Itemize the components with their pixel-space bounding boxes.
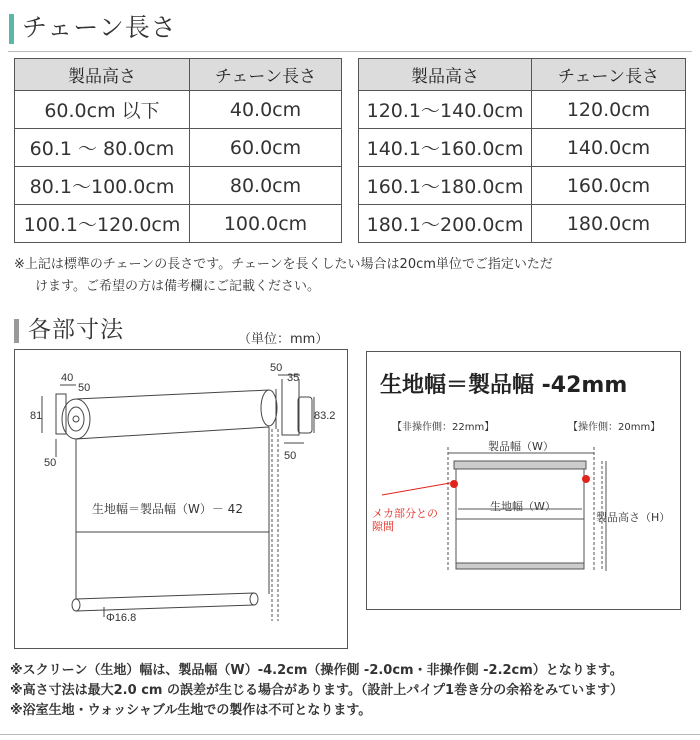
bottom-bar xyxy=(456,563,584,569)
gap-marker-left xyxy=(450,480,458,488)
screen-cloth xyxy=(456,469,584,565)
pipe-diameter: Φ16.8 xyxy=(106,612,137,624)
dim-81: 81 xyxy=(30,410,43,422)
table-row: 60.0cm 以下 40.0cm xyxy=(15,91,342,129)
unit-label: （単位：mm） xyxy=(238,332,329,347)
mechanism-gap-label: メカ部分との 隙間 xyxy=(372,507,438,533)
dimensions-heading: 各部寸法 xyxy=(28,317,124,343)
left-bracket-plate xyxy=(56,394,66,434)
product-height-label: 製品高さ（H） xyxy=(596,511,671,524)
table-row: 180.1～200.0cm 180.0cm xyxy=(359,205,686,243)
header-product-height: 製品高さ xyxy=(359,59,532,91)
table-row: 80.1～100.0cm 80.0cm xyxy=(15,167,342,205)
dim-50-bottom: 50 xyxy=(44,457,57,469)
dim-35: 35 xyxy=(287,372,300,384)
blind-front-diagram xyxy=(366,351,681,610)
product-width-label: 製品幅（W） xyxy=(488,440,554,453)
header-product-height: 製品高さ xyxy=(15,59,190,91)
note-height-tolerance: ※高さ寸法は最大2.0 cm の誤差が生じる場合があります。（設計上パイプ1巻き分の余裕をみています） xyxy=(10,683,624,698)
table-row: 60.1 ～ 80.0cm 60.0cm xyxy=(15,129,342,167)
roller-blind-diagram xyxy=(14,349,348,649)
right-bracket xyxy=(298,397,312,433)
bottom-notes xyxy=(10,661,698,721)
header-chain-length: チェーン長さ xyxy=(190,59,342,91)
chain xyxy=(272,429,278,621)
heading-divider xyxy=(8,51,692,52)
dim-83-2: 83.2 xyxy=(314,410,336,422)
chain-note-line-1: ※上記は標準のチェーンの長さです。チェーンを長くしたい場合は20cm単位でご指定いただ xyxy=(14,257,553,272)
table-row: 140.1～160.0cm 140.0cm xyxy=(359,129,686,167)
cloth-width-title: 生地幅＝製品幅 -42mm xyxy=(380,373,628,398)
section-accent-bar xyxy=(9,14,14,44)
chain-length-table-2 xyxy=(358,58,686,243)
chain-length-heading: チェーン長さ xyxy=(22,13,177,42)
table-row: 160.1～180.0cm 160.0cm xyxy=(359,167,686,205)
bottom-divider xyxy=(0,734,700,735)
chain-length-table-1 xyxy=(14,58,342,243)
operation-side-label: 【操作側：20mm】 xyxy=(568,422,661,433)
dim-50-top: 50 xyxy=(78,382,91,394)
dim-50-right: 50 xyxy=(270,362,283,374)
cloth-width-label: 生地幅（W） xyxy=(490,500,556,513)
table-row: 100.1～120.0cm 100.0cm xyxy=(15,205,342,243)
non-operation-side-label: 【非操作側：22mm】 xyxy=(392,422,495,433)
chain-note-line-2: けます。ご希望の方は備考欄にご記載ください。 xyxy=(35,279,320,294)
note-screen-width: ※スクリーン（生地）幅は、製品幅（W）-4.2cm（操作側 -2.0cm・非操作側 -2.2cm）となります。 xyxy=(10,663,623,678)
gap-marker-right xyxy=(582,475,590,483)
section-marker-bar xyxy=(14,319,19,343)
dim-50-right-bottom: 50 xyxy=(284,450,297,462)
chain-note xyxy=(14,254,694,298)
header-chain-length: チェーン長さ xyxy=(532,59,686,91)
table-row: 120.1～140.0cm 120.0cm xyxy=(359,91,686,129)
note-bathroom-fabric: ※浴室生地・ウォッシャブル生地での製作は不可となります。 xyxy=(10,703,372,718)
roller-tube xyxy=(454,461,586,469)
cloth-width-formula: 生地幅＝製品幅（W）－ 42 xyxy=(92,502,243,516)
dim-40: 40 xyxy=(61,372,74,384)
